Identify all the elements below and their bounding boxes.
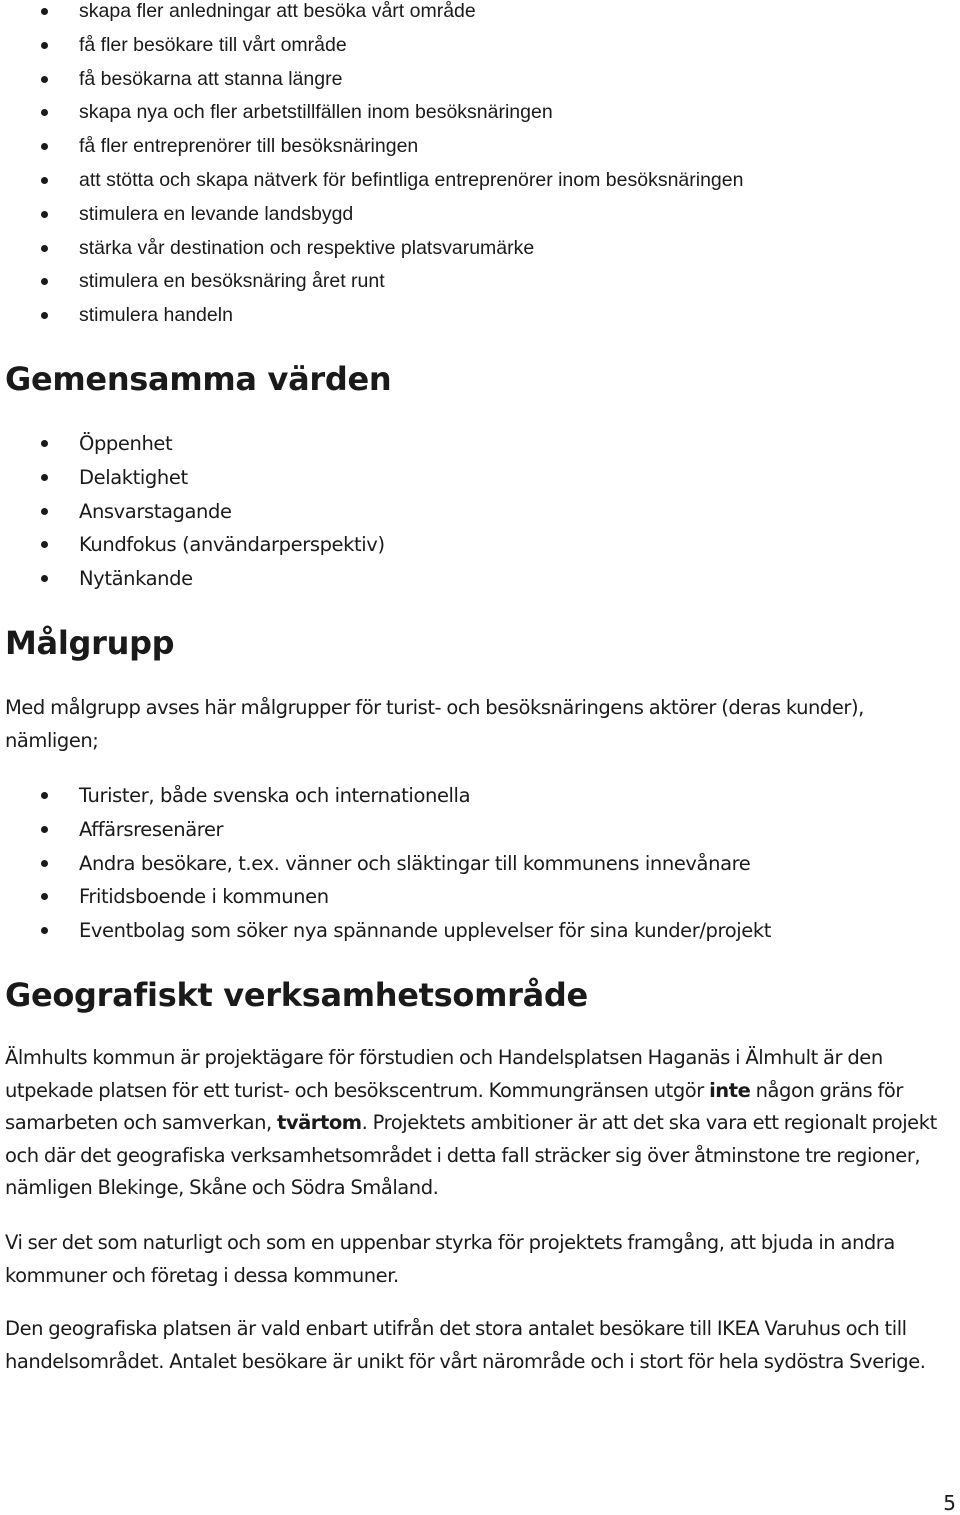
geo-paragraph-2: Vi ser det som naturligt och som en uppenbar styrka för projektets framgång, att bjuda in andra kommuner och företag i dessa kommuner. xyxy=(5,1231,895,1287)
goals-list xyxy=(0,0,950,333)
list-item: Kundfokus (användarperspektiv) xyxy=(0,528,950,562)
list-item: stimulera en besöksnäring året runt xyxy=(0,265,950,299)
list-item: Fritidsboende i kommunen xyxy=(0,880,950,914)
list-item: stimulera handeln xyxy=(0,299,950,333)
bullet-icon xyxy=(41,8,48,15)
list-item: att stötta och skapa nätverk för befintliga entreprenörer inom besöksnäringen xyxy=(0,164,950,198)
bullet-icon xyxy=(41,927,48,934)
list-item: Nytänkande xyxy=(0,562,950,596)
target-group-list xyxy=(0,779,950,948)
list-item: stimulera en levande landsbygd xyxy=(0,198,950,232)
list-item: Ansvarstagande xyxy=(0,495,950,529)
list-item: Turister, både svenska och internationella xyxy=(0,779,950,813)
bullet-icon xyxy=(41,792,48,799)
bullet-icon xyxy=(41,109,48,116)
list-item: Öppenhet xyxy=(0,427,950,461)
geo-paragraph-3: Den geografiska platsen är vald enbart utifrån det stora antalet besökare till IKEA Varuhus och till handelsområdet. Antalet besökare är unikt för vårt närområde och i stort för hela sydöstra Sverige. xyxy=(5,1317,926,1373)
bullet-icon xyxy=(41,312,48,319)
list-item: Eventbolag som söker nya spännande upplevelser för sina kunder/projekt xyxy=(0,914,950,948)
bullet-icon xyxy=(41,508,48,515)
geo-paragraph-1: Älmhults kommun är projektägare för förstudien och Handelsplatsen Haganäs i Älmhult är den utpekade platsen för ett turist- och besökscentrum. Kommungränsen utgör inte någon gräns för samarbeten och samverkan, tvärtom. Projektets ambitioner är att det ska vara ett regionalt projekt och där det geografiska verksamhetsområdet i detta fall sträcker sig över åtminstone tre regioner, nämligen Blekinge, Skåne och Södra Småland. xyxy=(5,1046,937,1200)
bullet-icon xyxy=(41,211,48,218)
bullet-icon xyxy=(41,42,48,49)
bullet-icon xyxy=(41,474,48,481)
list-item: stärka vår destination och respektive platsvarumärke xyxy=(0,232,950,266)
bullet-icon xyxy=(41,893,48,900)
bullet-icon xyxy=(41,177,48,184)
bullet-icon xyxy=(41,860,48,867)
bullet-icon xyxy=(41,278,48,285)
target-group-intro: Med målgrupp avses här målgrupper för turist- och besöksnäringens aktörer (deras kunder), nämligen; xyxy=(5,696,864,752)
bullet-icon xyxy=(41,143,48,150)
list-item: Delaktighet xyxy=(0,461,950,495)
list-item: få fler besökare till vårt område xyxy=(0,29,950,63)
page-number: 5 xyxy=(943,1491,956,1515)
bullet-icon xyxy=(41,575,48,582)
bullet-icon xyxy=(41,76,48,83)
bullet-icon xyxy=(41,245,48,252)
bullet-icon xyxy=(41,440,48,447)
list-item: skapa nya och fler arbetstillfällen inom besöksnäringen xyxy=(0,96,950,130)
values-list xyxy=(0,427,950,596)
list-item: få fler entreprenörer till besöksnäringen xyxy=(0,130,950,164)
list-item: Affärsresenärer xyxy=(0,813,950,847)
target-group-heading: Målgrupp xyxy=(5,624,175,662)
bullet-icon xyxy=(41,826,48,833)
bullet-icon xyxy=(41,541,48,548)
geo-heading: Geografiskt verksamhetsområde xyxy=(5,976,588,1014)
list-item: skapa fler anledningar att besöka vårt område xyxy=(0,0,950,29)
list-item: få besökarna att stanna längre xyxy=(0,63,950,97)
list-item: Andra besökare, t.ex. vänner och släktingar till kommunens innevånare xyxy=(0,847,950,881)
values-heading: Gemensamma värden xyxy=(5,360,392,398)
